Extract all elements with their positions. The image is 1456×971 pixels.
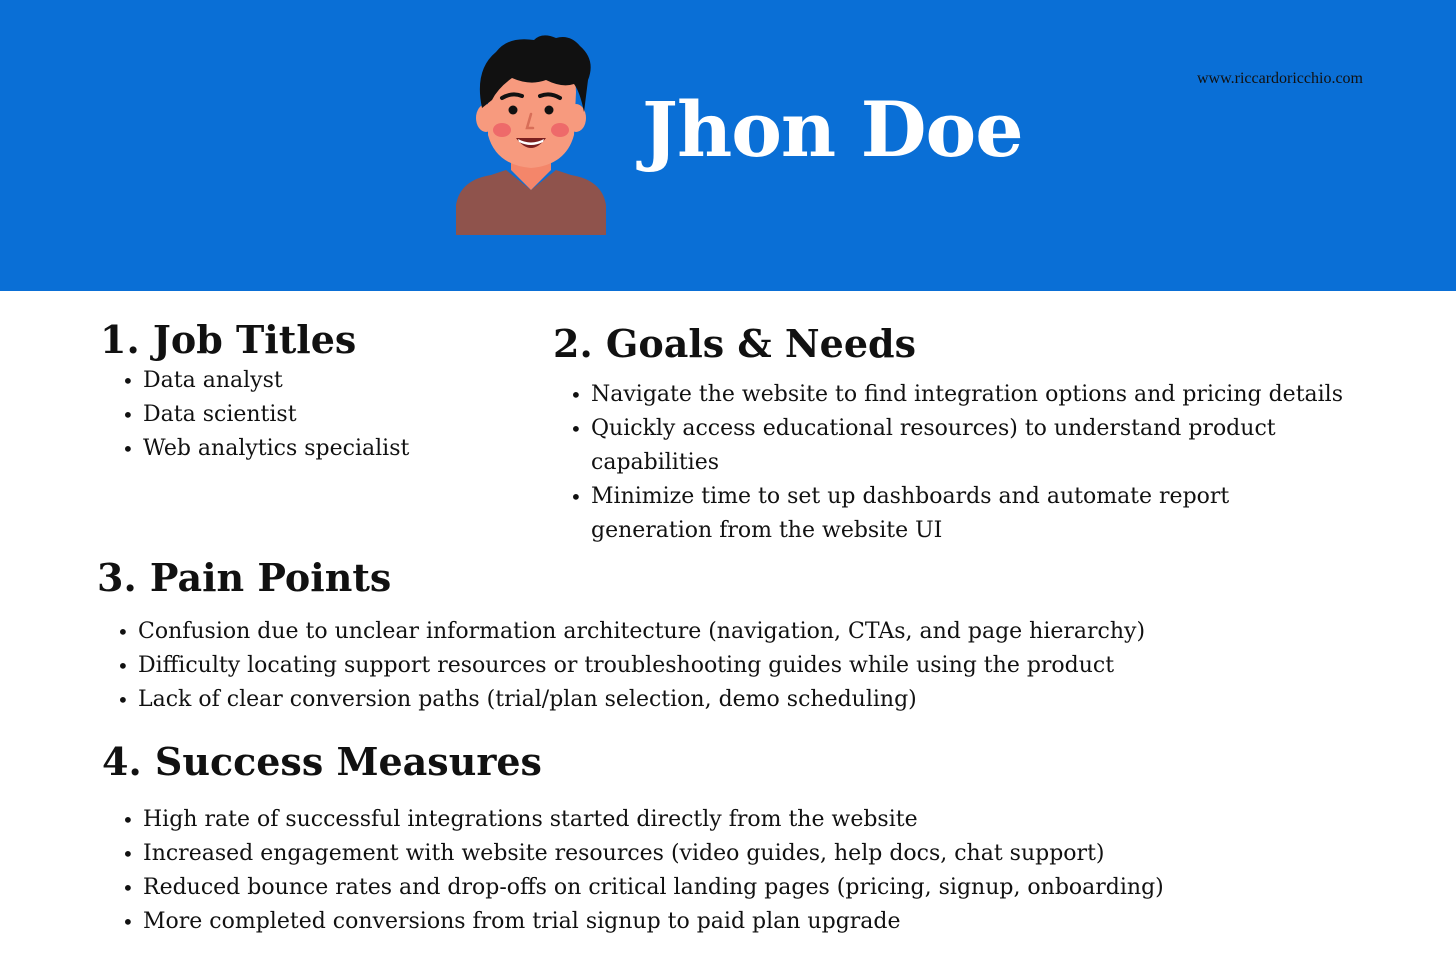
list-item: • Navigate the website to find integration options and pricing details [591, 378, 1343, 412]
persona-name: Jhon Doe [642, 85, 1023, 174]
bullet-icon: • [117, 619, 129, 644]
bullet-icon: • [117, 687, 129, 712]
bullet-icon: • [570, 416, 582, 441]
list-item: • Web analytics specialist [143, 432, 409, 466]
success-measures-heading: 4. Success Measures [102, 739, 542, 784]
pain-points-heading: 3. Pain Points [97, 555, 392, 600]
website-url: www.riccardoricchio.com [1197, 70, 1363, 87]
job-titles-section [100, 318, 409, 466]
bullet-icon: • [122, 402, 134, 427]
job-titles-list [122, 364, 410, 466]
list-item: • Data scientist [143, 398, 409, 432]
list-item: • High rate of successful integrations started directly from the website [143, 803, 1164, 837]
avatar-illustration [446, 30, 616, 235]
bullet-icon: • [570, 382, 582, 407]
bullet-icon: • [122, 909, 134, 934]
goals-list [570, 378, 1344, 548]
bullet-icon: • [122, 807, 134, 832]
list-item: • Confusion due to unclear information architecture (navigation, CTAs, and page hierarchy) [138, 615, 1145, 649]
goals-section [553, 322, 1343, 548]
success-measures-section [102, 740, 1164, 939]
bullet-icon: • [570, 484, 582, 509]
goals-heading: 2. Goals & Needs [553, 321, 916, 366]
success-measures-list [122, 803, 1164, 939]
list-item: • Quickly access educational resources) to understand product capabilities [591, 412, 1343, 480]
job-titles-heading: 1. Job Titles [100, 317, 357, 362]
bullet-icon: • [122, 841, 134, 866]
list-item: • Reduced bounce rates and drop-offs on critical landing pages (pricing, signup, onboarding) [143, 871, 1164, 905]
list-item: • Minimize time to set up dashboards and automate report generation from the website UI [591, 480, 1343, 548]
bullet-icon: • [122, 368, 134, 393]
pain-points-section [97, 556, 1145, 717]
header-banner [0, 0, 1456, 291]
list-item: • Data analyst [143, 364, 409, 398]
list-item: • Increased engagement with website resources (video guides, help docs, chat support) [143, 837, 1164, 871]
bullet-icon: • [122, 875, 134, 900]
list-item: • Lack of clear conversion paths (trial/plan selection, demo scheduling) [138, 683, 1145, 717]
bullet-icon: • [122, 436, 134, 461]
bullet-icon: • [117, 653, 129, 678]
list-item: • Difficulty locating support resources or troubleshooting guides while using the product [138, 649, 1145, 683]
list-item: • More completed conversions from trial signup to paid plan upgrade [143, 905, 1164, 939]
pain-points-list [117, 615, 1146, 717]
